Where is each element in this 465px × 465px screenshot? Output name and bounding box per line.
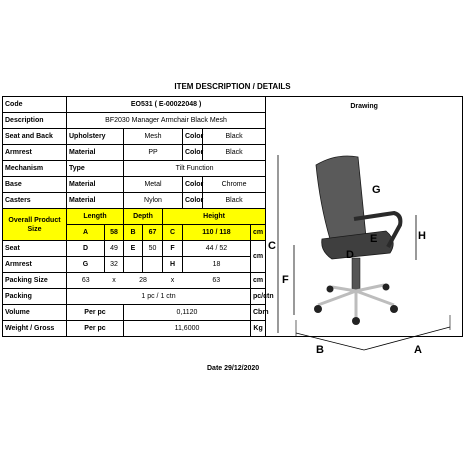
dimension-unit: cm xyxy=(251,241,266,273)
chair-caster xyxy=(390,305,398,313)
packing-dimension: 28 xyxy=(124,273,163,289)
volume-label: Volume xyxy=(3,305,67,321)
dimension-value: 32 xyxy=(105,257,124,273)
dim-letter-c: C xyxy=(268,240,277,252)
dim-letter-f: F xyxy=(282,274,289,286)
attribute-key: Color xyxy=(183,145,203,161)
dimension-value: 44 / 52 xyxy=(183,241,251,257)
dimension-value: 49 xyxy=(105,241,124,257)
description-label: Description xyxy=(3,113,67,129)
depth-header: Depth xyxy=(124,209,163,225)
chair-backrest xyxy=(316,156,366,239)
document-title: ITEM DESCRIPTION / DETAILS xyxy=(174,82,291,91)
attribute-value: PP xyxy=(124,145,183,161)
attribute-key: Type xyxy=(67,161,124,177)
weight-per: Per pc xyxy=(67,321,124,337)
attribute-value: Black xyxy=(203,145,266,161)
attribute-value: Chrome xyxy=(203,177,266,193)
chair-caster xyxy=(352,317,360,325)
attribute-value: Black xyxy=(203,193,266,209)
attribute-key: Material xyxy=(67,145,124,161)
dim-letter-b: B xyxy=(316,344,325,356)
attribute-value: Black xyxy=(203,129,266,145)
empty-cell xyxy=(124,257,143,273)
dimension-label: Armrest xyxy=(3,257,67,273)
packing-dimension: 63 xyxy=(67,273,105,289)
drawing-title: Drawing xyxy=(350,103,378,110)
weight-value: 11,6000 xyxy=(124,321,251,337)
dimension-value: 50 xyxy=(143,241,163,257)
attribute-key: Color xyxy=(183,129,203,145)
dim-letter-a: A xyxy=(414,344,423,356)
dim-letter-e: E xyxy=(370,233,378,245)
packing-label: Packing xyxy=(3,289,67,305)
weight-unit: Kg xyxy=(251,321,266,337)
chair-caster xyxy=(327,286,334,293)
dimension-line-a xyxy=(364,327,450,350)
chair-drawing xyxy=(266,115,462,355)
weight-label: Weight / Gross xyxy=(3,321,67,337)
overall-unit: cm xyxy=(251,225,266,241)
attribute-key: Upholstery xyxy=(67,129,124,145)
attribute-key: Color xyxy=(183,193,203,209)
packing-unit: pc/ctn xyxy=(251,289,266,305)
dimension-line-b xyxy=(296,333,364,350)
code-value: EO531 ( E-00022048 ) xyxy=(67,97,266,113)
drawing-panel xyxy=(266,97,463,356)
overall-size-label: Overall Product Size xyxy=(3,209,67,241)
dimension-label: Seat xyxy=(3,241,67,257)
dimension-letter: G xyxy=(67,257,105,273)
attribute-label: Armrest xyxy=(3,145,67,161)
height-header: Height xyxy=(163,209,266,225)
attribute-value: Mesh xyxy=(124,129,183,145)
packing-times: x xyxy=(105,273,124,289)
packing-unit: cm xyxy=(251,273,266,289)
length-header: Length xyxy=(67,209,124,225)
dim-letter-d: D xyxy=(346,249,355,261)
attribute-value: Tilt Function xyxy=(124,161,266,177)
code-label: Code xyxy=(3,97,67,113)
attribute-label: Casters xyxy=(3,193,67,209)
spec-table xyxy=(2,96,463,356)
document-date: Date 29/12/2020 xyxy=(207,365,260,372)
attribute-value: Nylon xyxy=(124,193,183,209)
dim-letter-g: G xyxy=(372,184,381,196)
chair-gas-lift xyxy=(352,258,360,290)
dimension-letter: D xyxy=(67,241,105,257)
attribute-label: Base xyxy=(3,177,67,193)
empty-cell xyxy=(143,257,163,273)
volume-value: 0,1120 xyxy=(124,305,251,321)
dim-c-value: 110 / 118 xyxy=(183,225,251,241)
dim-a-value: 58 xyxy=(105,225,124,241)
attribute-label: Seat and Back xyxy=(3,129,67,145)
dim-b-letter: B xyxy=(124,225,143,241)
dim-c-letter: C xyxy=(163,225,183,241)
volume-unit: Cbm xyxy=(251,305,266,321)
attribute-key: Material xyxy=(67,193,124,209)
dim-b-value: 67 xyxy=(143,225,163,241)
dimension-value: 18 xyxy=(183,257,251,273)
description-value: BF2030 Manager Armchair Black Mesh xyxy=(67,113,266,129)
code-row xyxy=(3,97,463,113)
attribute-value: Metal xyxy=(124,177,183,193)
chair-caster xyxy=(383,284,390,291)
dimension-letter: F xyxy=(163,241,183,257)
packing-times: x xyxy=(163,273,183,289)
attribute-key: Material xyxy=(67,177,124,193)
dimension-letter: H xyxy=(163,257,183,273)
chair-caster xyxy=(314,305,322,313)
attribute-key: Color xyxy=(183,177,203,193)
dim-letter-h: H xyxy=(418,230,427,242)
attribute-label: Mechanism xyxy=(3,161,67,177)
dim-a-letter: A xyxy=(67,225,105,241)
volume-per: Per pc xyxy=(67,305,124,321)
packing-dimension: 63 xyxy=(183,273,251,289)
packing-size-label: Packing Size xyxy=(3,273,67,289)
dimension-letter: E xyxy=(124,241,143,257)
packing-value: 1 pc / 1 ctn xyxy=(67,289,251,305)
